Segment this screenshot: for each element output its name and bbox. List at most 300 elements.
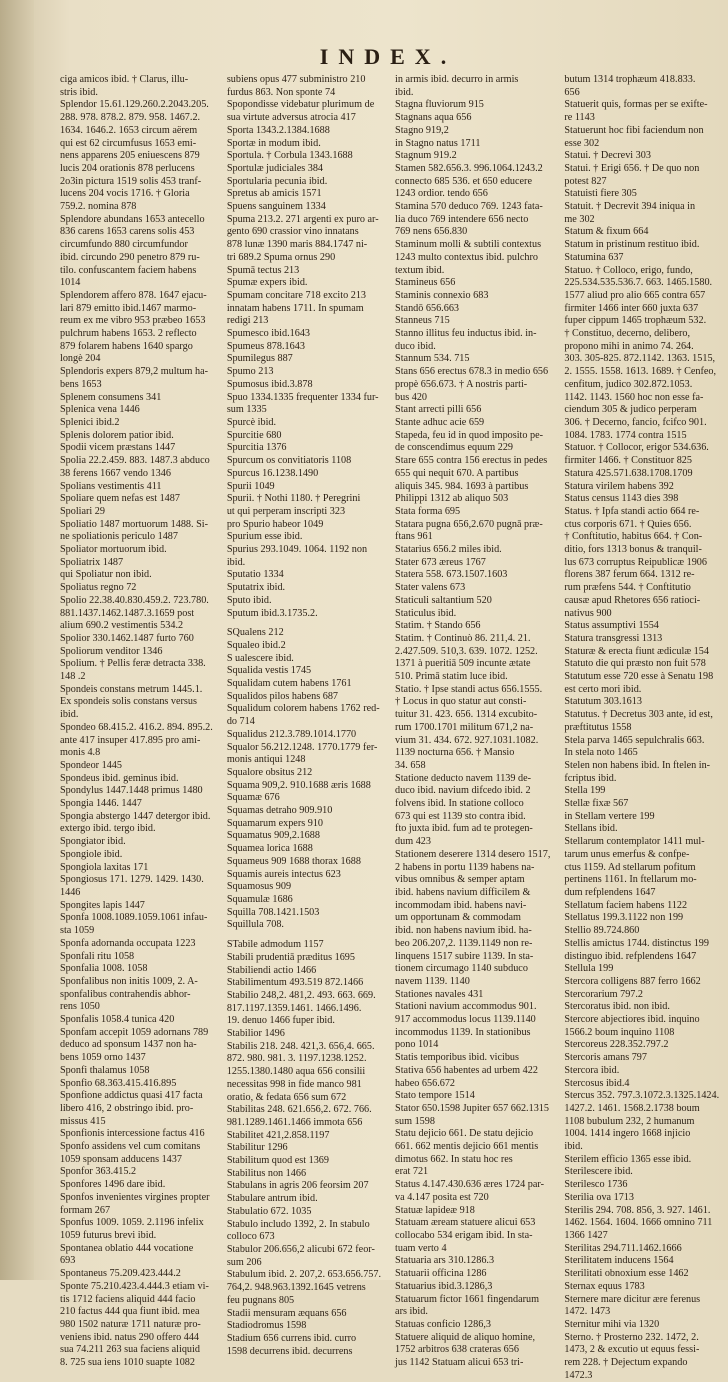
index-entry-line: Spolio 22.38.40.830.459.2. 723.780. — [60, 594, 209, 606]
index-entry-line: ibid. — [395, 86, 414, 98]
index-entry-line: propono mihi in animo 74. 264. — [564, 340, 694, 352]
index-entry-line: ibid. circundo 290 penetro 879 ru- — [60, 251, 200, 263]
index-entry-line: Squameus 909 1688 thorax 1688 — [226, 855, 361, 867]
index-entry-line: Sportulæ judiciales 384 — [226, 162, 324, 174]
index-entry-line: 673 qui est 1139 sto contra ibid. — [395, 810, 526, 822]
index-entry-line: Statis temporibus ibid. vicibus — [395, 1052, 519, 1064]
index-entry-line: 34. 658 — [395, 759, 426, 771]
index-entry-line: ciendum 305 & judico perperam — [564, 404, 697, 416]
index-entry-line: Spondeus ibid. geminus ibid. — [60, 772, 179, 784]
index-entry-line: Spumæ expers ibid. — [226, 277, 308, 289]
index-entry-line: Statarius 656.2 miles ibid. — [395, 544, 502, 556]
index-entry-line: Sporta 1343.2.1384.1688 — [226, 124, 330, 136]
index-entry-line: erat 721 — [395, 1166, 429, 1178]
index-entry-line: sum 1335 — [226, 404, 267, 416]
index-entry-line: Stanneus 715 — [395, 315, 450, 327]
index-entry-line: navem 1139. 1140 — [395, 975, 470, 987]
index-entry-line: Sterilesco 1736 — [564, 1179, 628, 1191]
index-entry-line: reum ex me vibro 953 præbeo 1653 — [60, 315, 206, 327]
index-entry-line: Stationes navales 431 — [395, 988, 484, 1000]
index-entry-line: † Locus in quo statur aut consti- — [395, 696, 527, 708]
index-entry-line: Stela parva 1465 sepulchralis 663. — [564, 734, 705, 746]
index-entry-line: collocabo 534 erigam ibid. In sta- — [395, 1229, 533, 1241]
index-entry-line: Splenici ibid.2 — [60, 416, 120, 428]
index-entry-line: ditio, fors 1313 bonus & tranquil- — [564, 544, 702, 556]
index-entry-line: Stationi navium accommodus 901. — [395, 1001, 537, 1013]
index-entry-line: Spoliatio 1487 mortuorum 1488. Si- — [60, 518, 209, 530]
index-entry-line: Stativa 656 habentes ad urbem 422 — [395, 1064, 538, 1076]
index-entry-line: Stadii mensuram æquans 656 — [226, 1307, 347, 1319]
index-entry-line: Squalidus 212.3.789.1014.1770 — [226, 728, 357, 740]
index-entry-line: Sponfa adornanda occupata 1223 — [60, 937, 196, 949]
index-entry-line: subiens opus 477 subministro 210 — [226, 74, 366, 85]
index-entry-line: Statuere aliquid de aliquo homine, — [395, 1331, 536, 1343]
index-entry-line: Stationem deserere 1314 desero 1517, — [395, 848, 551, 860]
index-entry-line: 303. 305-825. 872.1142. 1363. 1515, — [564, 353, 716, 365]
index-entry-line: Staminum molli & subtili contextus — [395, 239, 542, 251]
index-entry-line: Statum in pristinum restituo ibid. — [564, 239, 700, 251]
index-entry-line: pro Spurio habeor 1049 — [226, 518, 324, 530]
index-entry-line: Stabilio 248,2. 481,2. 493. 663. 669. — [226, 989, 376, 1001]
index-entry-line: propè 656.673. † A nostris parti- — [395, 378, 528, 390]
index-entry-line: Stercus 352. 797.3.1072.3.1325.1424. — [564, 1090, 720, 1102]
index-entry-line: 1634. 1646.2. 1653 circum aërem — [60, 124, 198, 136]
index-entry-line: Stellatus 199.3.1122 non 199 — [564, 912, 684, 924]
index-entry-line: pulchrum habens 1653. 2 reflecto — [60, 328, 197, 340]
index-entry-line: 1139 nocturna 656. † Mansio — [395, 747, 515, 759]
index-entry-line: 872. 980. 981. 3. 1197.1238.1252. — [226, 1053, 367, 1065]
index-entry-line: Stabiliendi actio 1466 — [226, 964, 317, 976]
index-entry-line: libero 416, 2 obstringo ibid. pro- — [60, 1102, 194, 1114]
index-entry-line: Spongia abstergo 1447 detergor ibid. — [60, 810, 211, 822]
index-entry-line: Spoliatus regno 72 — [60, 582, 137, 594]
index-entry-line: longè 204 — [60, 353, 101, 365]
index-entry-line: Splenis dolorem patior ibid. — [60, 429, 174, 441]
index-entry-line: Statumina 637 — [564, 251, 624, 263]
index-entry-line: Stagnum 919.2 — [395, 150, 457, 162]
index-entry-line: Sterilitati obnoxium esse 1462 — [564, 1268, 689, 1280]
index-entry-line: Spondeo 68.415.2. 416.2. 894. 895.2. — [60, 721, 213, 733]
index-entry-line: Stabili prudentiā præditus 1695 — [226, 951, 355, 963]
index-entry-line: Squamarum expers 910 — [226, 817, 324, 829]
index-entry-line: Standō 656.663 — [395, 302, 460, 314]
index-entry-line: Stadiodromus 1598 — [226, 1320, 307, 1332]
index-entry-line: ibid. — [226, 556, 246, 568]
index-entry-line: 1004. 1414 ingero 1668 injicio — [564, 1128, 691, 1140]
index-entry-line: Stabulo includo 1392, 2. In stabulo — [226, 1218, 370, 1230]
index-entry-line: Sponfalis 1058.4 tunica 420 — [60, 1014, 175, 1026]
index-entry-line: ne spoliationis periculo 1487 — [60, 531, 178, 543]
index-entry-line: Sportularia pecunia ibid. — [226, 175, 328, 187]
index-entry-line: Statuarius ibid.3.1286,3 — [395, 1280, 493, 1292]
index-entry-line: Stanno illitus feu inductus ibid. in- — [395, 328, 537, 340]
index-entry-line: Squaleo ibid.2 — [226, 639, 286, 651]
index-entry-line: 1752 arbitros 638 crateras 656 — [395, 1344, 519, 1356]
index-entry-line: Statim. † Continuò 86. 211,4. 21. — [395, 632, 531, 644]
index-entry-line: deduco ad sponsum 1437 non ha- — [60, 1039, 197, 1051]
index-entry-line: Sterno. † Prosterno 232. 1472, 2. — [564, 1331, 699, 1343]
index-entry-line: 1108 bubulum 232, 2 humanum — [564, 1115, 695, 1127]
index-entry-line: Stellio 89.724.860 — [564, 925, 640, 937]
index-entry-line: Sterilitatem inducens 1564 — [564, 1255, 674, 1267]
index-entry-line: alium 690.2 vestimentis 534.2 — [60, 620, 184, 632]
index-entry-line: 1084. 1783. 1774 contra 1515 — [564, 429, 687, 441]
index-entry-line: ciga amicos ibid. † Clarus, illu- — [60, 74, 189, 85]
index-entry-line: 8. 725 sua iens 1010 suapte 1082 — [60, 1357, 195, 1369]
index-entry-line: 769 nens 656.830 — [395, 226, 468, 238]
index-entry-line: Stellæ fixæ 567 — [564, 798, 629, 810]
index-entry-line: Statuerit quis, formas per se exifte- — [564, 99, 708, 111]
index-entry-line: oratio, & fedata 656 sum 672 — [226, 1091, 347, 1103]
index-entry-line: 836 carens 1653 carens solis 453 — [60, 226, 195, 238]
index-entry-line: Spoliatrix 1487 — [60, 556, 124, 568]
index-entry-line: colloco 673 — [226, 1231, 275, 1243]
index-entry-line: Sponfali ritu 1058 — [60, 950, 135, 962]
index-entry-line: 288. 978. 878.2. 879. 958. 1467.2. — [60, 112, 201, 124]
index-entry-line: Statera 558. 673.1507.1603 — [395, 569, 508, 581]
index-entry-line: Statuit. † Decrevit 394 iniqua in — [564, 201, 696, 213]
index-entry-line: SQualens 212 — [226, 627, 284, 639]
index-entry-line: Spoliari 29 — [60, 505, 105, 517]
index-entry-line: Squalidos pilos habens 687 — [226, 690, 339, 702]
index-entry-line: innatam habens 1711. In spumam — [226, 302, 364, 314]
index-entry-line: Squamulæ 1686 — [226, 894, 293, 905]
index-entry-line: 981.1289.1461.1466 immota 656 — [226, 1116, 363, 1128]
index-entry-line: va 4.147 posita est 720 — [395, 1191, 489, 1203]
index-entry-line: tuitur 31. 423. 656. 1314 excubito- — [395, 709, 538, 721]
index-entry-line: 19. denuo 1466 fuper ibid. — [226, 1015, 335, 1027]
index-entry-line: Splendor 15.61.129.260.2.2043.205. — [60, 99, 209, 111]
index-entry-line: Stercoratus ibid. non ibid. — [564, 1001, 670, 1013]
index-entry-line: linquens 1517 subire 1139. In sta- — [395, 950, 534, 962]
index-entry-line: † Constituo, decerno, delibero, — [564, 328, 690, 340]
index-entry-line: beo 206.207,2. 1139.1149 non re- — [395, 937, 533, 949]
index-entry-line: Spurcitie 680 — [226, 429, 282, 441]
index-entry-line: Statuas conficio 1286,3 — [395, 1318, 491, 1330]
index-entry-line: tuam verto 4 — [395, 1242, 447, 1254]
index-entry-line: Stamina 570 deduco 769. 1243 fata- — [395, 201, 543, 213]
index-entry-line: Spumam concitare 718 excito 213 — [226, 289, 367, 301]
index-entry-line: Spondeor 1445 — [60, 759, 122, 771]
index-entry-line: circumfundo 880 circumfundor — [60, 239, 188, 251]
index-entry-line: Spumesco ibid.1643 — [226, 328, 311, 340]
index-entry-line: Sponfa 1008.1089.1059.1061 infau- — [60, 912, 208, 924]
index-entry-line: Splendore abundans 1653 antecello — [60, 213, 205, 225]
index-entry-line: Statum & fixum 664 — [564, 226, 649, 238]
index-entry-line: Sternitur mihi via 1320 — [564, 1318, 660, 1330]
index-entry-line: Sponfalia 1008. 1058 — [60, 963, 148, 975]
index-entry-line: Statuisti fiere 305 — [564, 188, 637, 200]
index-entry-line: sua 74.211 263 sua faciens aliquid — [60, 1344, 200, 1356]
index-entry-line: Statuam æream statuere alicui 653 — [395, 1217, 536, 1229]
index-entry-line: Spopondisse videbatur plurimum de — [226, 99, 375, 111]
index-entry-line: Ex spondeis solis constans versus — [60, 696, 197, 708]
index-entry-line: Stante adhuc acie 659 — [395, 416, 485, 428]
index-entry-line: Status census 1143 dies 398 — [564, 493, 679, 505]
index-entry-line: Spoliorum venditor 1346 — [60, 645, 163, 657]
index-entry-line: in Stellam vertere 199 — [564, 810, 655, 822]
index-entry-line: Stabulans in agris 206 feorsim 207 — [226, 1180, 369, 1192]
index-entry-line: Spurium esse ibid. — [226, 531, 303, 543]
index-entry-line: Sternere mare dicitur ære ferenus — [564, 1293, 701, 1305]
index-entry-line: extergo ibid. tergo ibid. — [60, 823, 156, 835]
index-entry-line: Squamæ 676 — [226, 792, 280, 804]
index-entry-line: Spoliare quem nefas est 1487 — [60, 493, 180, 505]
index-entry-line: ibid. habens navium difficilem & — [395, 887, 531, 898]
index-entry-line: rum 1700.1701 militum 671,2 na- — [395, 721, 534, 733]
index-entry-line: 210 factus 444 qua fiunt ibid. mea — [60, 1306, 200, 1318]
index-entry-line: cenfitum, judico 302.872.1053. — [564, 378, 693, 390]
index-entry-line: Statura virilem habens 392 — [564, 480, 674, 492]
index-entry-line: Statuarum fictor 1661 fingendarum — [395, 1293, 540, 1305]
index-entry-line: Staticulus ibid. — [395, 607, 457, 619]
index-entry-line: Sponfus 1009. 1059. 2.1196 infelix — [60, 1217, 204, 1229]
index-entry-line: incommodam ibid. habens navi- — [395, 899, 527, 911]
index-entry-line: Squalida vestis 1745 — [226, 665, 312, 677]
index-entry-line: Stamineus 656 — [395, 277, 456, 289]
index-entry-line: Stellula 199 — [564, 963, 614, 975]
index-entry-line: Squalidum colorem habens 1762 red- — [226, 703, 380, 715]
index-entry-line: Statui. † Erigi 656. † De quo non — [564, 162, 700, 174]
index-entry-line: Status. † Ipfa standi actio 664 re- — [564, 505, 700, 517]
index-entry-line: Stannum 534. 715 — [395, 353, 470, 365]
index-entry-line: Spolians vestimentis 411 — [60, 480, 162, 492]
index-entry-line: Stans 656 erectus 678.3 in medio 656 — [395, 366, 549, 378]
index-entry-line: duco ibid. navium difcedo ibid. 2 — [395, 785, 531, 797]
index-entry-line: Stabilitas 248. 621.656,2. 672. 766. — [226, 1104, 372, 1116]
page-header: INDEX. — [319, 44, 457, 69]
index-entry-line: Sponfores 1496 dare ibid. — [60, 1179, 166, 1191]
index-entry-line: causæ apud Rhetores 656 ratioci- — [564, 594, 701, 606]
index-column-2 — [226, 74, 382, 1357]
index-entry-line: 1059 sponsam adducens 1437 — [60, 1153, 182, 1165]
index-entry-line: Spolior 330.1462.1487 furto 760 — [60, 632, 194, 644]
index-entry-line: Sponfi thalamus 1058 — [60, 1064, 150, 1076]
index-entry-line: vium 31. 434. 672. 927.1031.1082. — [395, 734, 539, 746]
index-entry-line: Squilla 708.1421.1503 — [226, 906, 320, 918]
index-entry-line: monis antiqui 1248 — [226, 754, 306, 766]
index-entry-line: Spoliator mortuorum ibid. — [60, 544, 167, 556]
index-entry-line: lari 879 emitto ibid.1467 marmo- — [60, 302, 197, 314]
index-entry-line: Stabilitum quod est 1369 — [226, 1155, 329, 1167]
index-entry-line: firmiter 1466 inter 660 juxta 637 — [564, 302, 699, 314]
index-entry-line: butum 1314 trophæum 418.833. — [564, 74, 696, 85]
index-entry-line: Statuor. † Collocor, erigor 534.636. — [564, 442, 709, 454]
index-entry-line: Sputo ibid. — [226, 594, 272, 606]
index-entry-line: Stercosus ibid.4 — [564, 1077, 630, 1089]
index-entry-line: gento 690 crassior vino innatans — [226, 226, 359, 238]
index-entry-line: 656 — [564, 86, 580, 98]
index-entry-line: Squamis aureis intectus 623 — [226, 868, 341, 880]
index-entry-line: rum præfens 544. † Conftitutio — [564, 582, 691, 594]
index-entry-line: 1366 1427 — [564, 1229, 608, 1241]
index-entry-line: Statutum 303.1613 — [564, 696, 642, 708]
index-entry-line: nens apparens 205 eniuescens 879 — [60, 150, 200, 162]
index-entry-line: Status assumptivi 1554 — [564, 620, 659, 632]
index-entry-line: 980 1502 naturæ 1711 naturæ pro- — [60, 1318, 201, 1330]
index-entry-line: connecto 685 536. et 650 educere — [395, 175, 532, 187]
index-entry-line: Spurcus 16.1238.1490 — [226, 467, 319, 479]
index-entry-line: ibid. non habens navium ibid. ha- — [395, 925, 532, 937]
index-entry-line: 693 — [60, 1255, 76, 1267]
index-entry-line: textum ibid. — [395, 264, 445, 276]
index-entry-line: jus 1142 Statuam alicui 653 tri- — [395, 1357, 524, 1369]
index-entry-line: 2.427.509. 510,3. 639. 1072. 1252. — [395, 645, 538, 657]
index-entry-line: tis 1712 faciens aliquid 444 facio — [60, 1293, 196, 1305]
index-entry-line: in Stagno natus 1711 — [395, 137, 481, 149]
index-entry-line: 655 qui nequit 670. A partibus — [395, 467, 519, 479]
index-entry-line: Squamea lorica 1688 — [226, 843, 313, 855]
index-entry-line: Statio. † Ipse standi actus 656.1555. — [395, 683, 543, 695]
index-entry-line: Spumilegus 887 — [226, 353, 293, 365]
index-entry-line: Spongia 1446. 1447 — [60, 798, 142, 810]
index-entry-line: Stabulum ibid. 2. 207,2. 653.656.757. — [226, 1269, 382, 1281]
index-entry-line: Sportula. † Corbula 1343.1688 — [226, 150, 353, 162]
index-entry-line: veniens ibid. natus 290 offero 444 — [60, 1331, 200, 1343]
index-entry-line: lia duco 769 intendere 656 necto — [395, 213, 529, 225]
index-entry-line: aliquis 345. 984. 1693 à partibus — [395, 480, 529, 492]
index-entry-line: Staminis connexio 683 — [395, 289, 489, 301]
index-entry-line: furdus 863. Non sponte 74 — [226, 86, 336, 98]
index-entry-line: Sterilitas 294.711.1462.1666 — [564, 1242, 682, 1254]
index-entry-line: Sterilis 294. 708. 856, 3. 927. 1461. — [564, 1204, 711, 1216]
index-entry-line: feu pugnans 805 — [226, 1294, 295, 1306]
index-entry-line: præftitutus 1558 — [564, 721, 632, 733]
index-entry-line: ftans 961 — [395, 531, 433, 543]
index-entry-line: Splendoris expers 879,2 multum ha- — [60, 366, 208, 378]
index-entry-line: 1243 ordior. tendo 656 — [395, 188, 488, 200]
index-entry-line: de conscendimus equum 229 — [395, 442, 514, 454]
index-entry-line: 2o3in pictura 1519 solis 453 tranf- — [60, 175, 202, 187]
index-entry-line: Spurii 1049 — [226, 480, 275, 492]
index-entry-line: dum 423 — [395, 836, 431, 848]
index-entry-line: 1473, 2 & excutio ut equus fessi- — [564, 1344, 700, 1356]
index-entry-line: 38 ferens 1667 vendo 1346 — [60, 467, 171, 479]
index-entry-line: fto juxta ibid. fum ad te protegen- — [395, 823, 533, 835]
index-entry-line: 1255.1380.1480 aqua 656 consilii — [226, 1066, 366, 1078]
index-entry-line: 879 folarem habens 1640 spargo — [60, 340, 193, 352]
index-entry-line: 225.534.535.536.7. 663. 1465.1580. — [564, 277, 713, 289]
index-entry-line: Sponfor 363.415.2 — [60, 1166, 137, 1178]
index-entry-line: Stabilis 218. 248. 421,3. 656,4. 665. — [226, 1040, 375, 1052]
index-entry-line: Statuto die qui præsto non fuit 578 — [564, 658, 706, 670]
index-entry-line: Statui. † Decrevi 303 — [564, 150, 651, 162]
index-entry-line: Sponfionis intercessione factus 416 — [60, 1128, 205, 1140]
index-entry-line: Staticuli saltantium 520 — [395, 594, 492, 606]
index-entry-line: Spurcè ibid. — [226, 416, 277, 428]
index-entry-line: Spurii. † Nothi 1180. † Peregrini — [226, 493, 361, 505]
index-entry-line: Sternax equus 1783 — [564, 1280, 645, 1292]
index-entry-line: missus 415 — [60, 1115, 106, 1127]
index-entry-line: Stellatum faciem habens 1122 — [564, 899, 688, 911]
index-entry-line: 148 .2 — [60, 671, 86, 683]
index-entry-line: 1371 à pueritiā 509 incunte ætate — [395, 658, 531, 670]
index-entry-line: bens 1059 orno 1437 — [60, 1052, 146, 1064]
index-entry-line: 878 lunæ 1390 maris 884.1747 ni- — [226, 239, 368, 251]
index-entry-line: 881.1437.1462.1487.3.1659 post — [60, 607, 195, 619]
index-entry-line: habeo 656.672 — [395, 1077, 456, 1089]
index-entry-line: Sponfalibus non initis 1009, 2. A- — [60, 975, 198, 987]
index-entry-line: Spongiole ibid. — [60, 848, 123, 860]
index-entry-line: ctus corporis 671. † Quies 656. — [564, 518, 692, 530]
index-entry-line: Spolia 22.2.459. 883. 1487.3 abduco — [60, 455, 210, 467]
index-entry-line: † Conftitutio, habitus 664. † Con- — [564, 531, 703, 543]
index-entry-line: Stadium 656 currens ibid. curro — [226, 1332, 357, 1344]
index-entry-line: Spontaneus 75.209.423.444.2 — [60, 1268, 181, 1280]
index-entry-line: Stelen non habens ibid. In ftelen in- — [564, 759, 711, 771]
index-entry-line: duco ibid. — [395, 340, 436, 352]
index-entry-line: Spretus ab amicis 1571 — [226, 188, 322, 200]
index-entry-line: qui est 62 circumfusus 1653 emi- — [60, 137, 197, 149]
index-entry-line: distinguo ibid. refplendens 1647 — [564, 950, 697, 962]
index-entry-line: fcriptus ibid. — [564, 772, 617, 784]
index-entry-line: Statutum esse 720 esse à Senatu 198 — [564, 671, 714, 683]
index-entry-line: vibus omnibus & semper aptam — [395, 874, 525, 886]
index-entry-line: Stabilior 1496 — [226, 1028, 285, 1040]
index-entry-line: Spongiola laxitas 171 — [60, 861, 149, 873]
index-entry-line: S ualescere ibid. — [226, 652, 294, 664]
index-entry-line: Spongites lapis 1447 — [60, 899, 145, 911]
index-entry-line: Statuarii officina 1286 — [395, 1268, 487, 1280]
index-entry-line: Squamas detraho 909.910 — [226, 805, 333, 817]
index-entry-line: Stabilitus non 1466 — [226, 1167, 307, 1179]
index-entry-line: Status 4.147.430.636 æres 1724 par- — [395, 1179, 544, 1191]
index-entry-line: Stato tempore 1514 — [395, 1090, 475, 1102]
index-entry-line: ut qui perperam inscripti 323 — [226, 505, 346, 517]
index-entry-line: dimotus 662. In statu hoc res — [395, 1153, 513, 1165]
index-entry-line: in armis ibid. decurro in armis — [395, 74, 519, 85]
index-entry-line: Spuma 213.2. 271 argenti ex puro ar- — [226, 213, 379, 225]
index-entry-line: Spondeis constans metrum 1445.1. — [60, 683, 203, 695]
index-entry-line: lucens 204 vocis 1716. † Gloria — [60, 188, 190, 200]
binding-gutter — [0, 0, 34, 1280]
index-entry-line: Statuaria ars 310.1286.3 — [395, 1255, 495, 1267]
index-entry-line: Statuerunt hoc fibi faciendum non — [564, 124, 704, 136]
index-entry-line: Sponfo assidens vel cum comitans — [60, 1141, 201, 1153]
index-entry-line: 1142. 1143. 1560 hoc non esse fa- — [564, 391, 704, 403]
index-entry-line: Spondylus 1447.1448 primus 1480 — [60, 785, 203, 797]
index-entry-line: formam 267 — [60, 1204, 111, 1216]
index-entry-line: Squamatus 909,2.1688 — [226, 830, 320, 842]
index-entry-line: Statuæ lapideæ 918 — [395, 1204, 475, 1216]
index-entry-line: Spumosus ibid.3.878 — [226, 378, 313, 390]
index-entry-line: Splendorem affero 878. 1647 ejacu- — [60, 289, 207, 301]
index-entry-line: Spontanea oblatio 444 vocatione — [60, 1242, 194, 1254]
index-entry-line: monis 4.8 — [60, 747, 101, 759]
index-entry-line: tri 689.2 Spuma ornus 290 — [226, 251, 336, 263]
index-entry-line: Spurcum os convitiatoris 1108 — [226, 455, 352, 467]
section-gap — [227, 620, 381, 627]
index-entry-line: tionem circumago 1140 subduco — [395, 963, 528, 975]
index-entry-line: Stella 199 — [564, 785, 606, 797]
index-entry-line: Philippi 1312 ab aliquo 503 — [395, 493, 509, 505]
index-entry-line: sua virtute adversus atrocia 417 — [226, 112, 356, 124]
index-entry-line: Stabilitet 421,2.858.1197 — [226, 1129, 330, 1141]
index-entry-line: Splenica vena 1446 — [60, 404, 140, 416]
index-entry-line: sum 1598 — [395, 1115, 435, 1127]
index-entry-line: Stellans ibid. — [564, 823, 618, 835]
index-entry-line: 1014 — [60, 277, 81, 289]
index-entry-line: Sponte 75.210.423.4.444.3 etiam vi- — [60, 1280, 209, 1292]
index-entry-line: Stellis amictus 1744. distinctus 199 — [564, 937, 709, 949]
index-entry-line: Statara pugna 656,2.670 pugnā præ- — [395, 518, 543, 530]
index-entry-line: Stellarum contemplator 1411 mul- — [564, 836, 705, 848]
index-entry-line: Stercore abjectiores ibid. inquino — [564, 1014, 700, 1026]
index-entry-line: folvens ibid. In statione colloco — [395, 798, 524, 810]
index-entry-line: Stagno 919,2 — [395, 124, 449, 136]
index-columns — [60, 74, 720, 1381]
index-entry-line: Stamen 582.656.3. 996.1064.1243.2 — [395, 162, 543, 174]
